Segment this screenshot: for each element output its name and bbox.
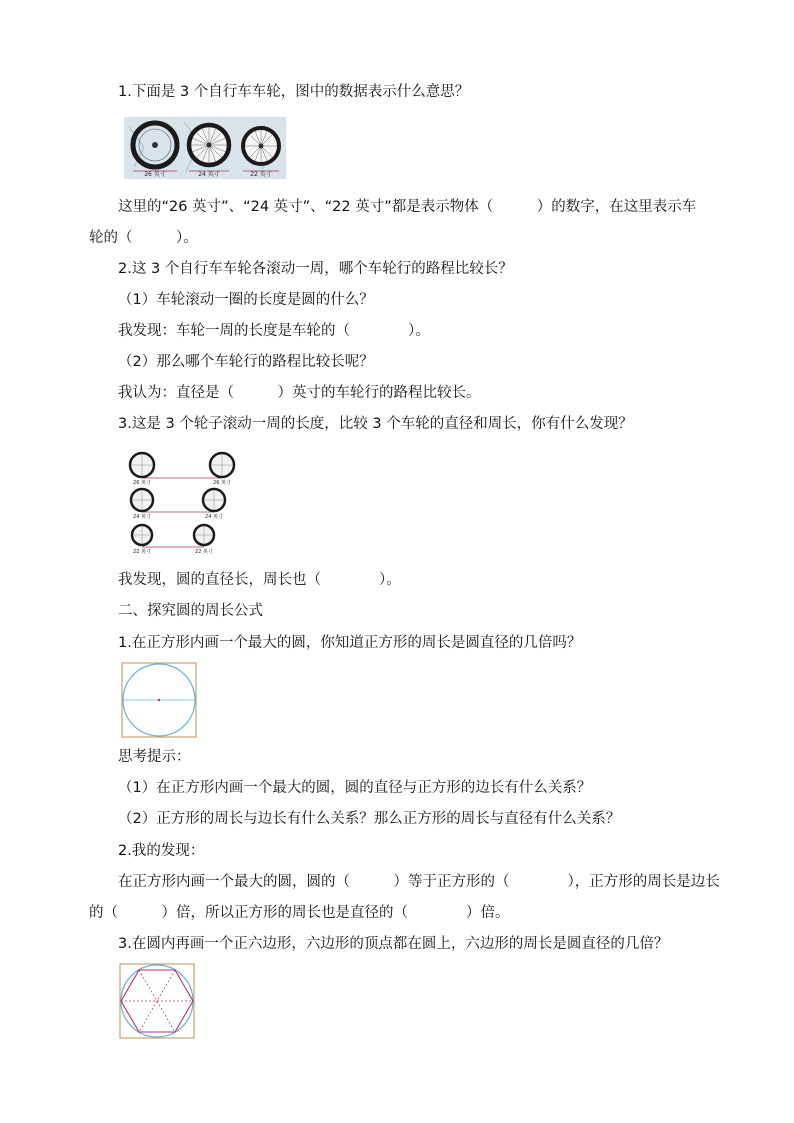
section2-p1: 1.在正方形内画一个最大的圆，你知道正方形的周长是圆直径的几倍吗？ bbox=[118, 635, 582, 651]
wheel-24-icon bbox=[189, 125, 229, 165]
roll-label-22-end: 22 英寸 bbox=[195, 549, 213, 555]
roll-label-22-start: 22 英寸 bbox=[133, 549, 151, 555]
roll-label-26-end: 26 英寸 bbox=[213, 480, 231, 486]
wheel-label-26: 26 英寸 bbox=[144, 171, 166, 178]
center-point bbox=[158, 699, 160, 701]
hint1: （1）在正方形内画一个最大的圆，圆的直径与正方形的边长有什么关系？ bbox=[118, 780, 592, 796]
q1-answer-line1: 这里的“26 英寸”、“24 英寸”、“22 英寸”都是表示物体（ ）的数字，在这里表示车 bbox=[118, 199, 697, 215]
wheel-label-24: 24 英寸 bbox=[198, 171, 220, 178]
bicycle-wheels-figure bbox=[124, 117, 286, 179]
q2-sub1: （1）车轮滚动一圈的长度是圆的什么？ bbox=[118, 292, 374, 308]
hint2: （2）正方形的周长与边长有什么关系？那么正方形的周长与直径有什么关系？ bbox=[118, 811, 621, 827]
wheel-22-icon bbox=[243, 128, 279, 164]
find-line2: 的（ ）倍，所以正方形的周长也是直径的（ ）倍。 bbox=[89, 905, 510, 921]
section2-heading: 二、探究圆的周长公式 bbox=[118, 603, 263, 619]
wheel-label-22: 22 英寸 bbox=[250, 171, 272, 178]
roll-label-26-start: 26 英寸 bbox=[133, 480, 151, 486]
q1-title: 1.下面是 3 个自行车车轮，图中的数据表示什么意思？ bbox=[118, 84, 470, 100]
q2-title: 2.这 3 个自行车车轮各滚动一周，哪个车轮行的路程比较长？ bbox=[118, 261, 513, 277]
section2-p3: 3.在圆内再画一个正六边形，六边形的顶点都在圆上，六边形的周长是圆直径的几倍？ bbox=[118, 936, 669, 952]
rolling-wheels-figure bbox=[124, 448, 244, 556]
roll-label-24-end: 24 英寸 bbox=[205, 514, 223, 520]
section2-p2: 2.我的发现： bbox=[118, 843, 205, 859]
q2-think: 我认为：直径是（ ）英寸的车轮行的路程比较长。 bbox=[118, 385, 481, 401]
q1-answer-line2: 轮的（ ）。 bbox=[89, 230, 198, 246]
roll-label-24-start: 24 英寸 bbox=[133, 514, 151, 520]
q2-find1: 我发现：车轮一周的长度是车轮的（ ）。 bbox=[118, 323, 430, 339]
square-circle-figure bbox=[121, 662, 197, 738]
q3-find: 我发现，圆的直径长，周长也（ ）。 bbox=[118, 572, 401, 588]
find-line1: 在正方形内画一个最大的圆，圆的（ ）等于正方形的（ ），正方形的周长是边长 bbox=[118, 874, 720, 890]
hint-title: 思考提示： bbox=[118, 749, 191, 765]
q2-sub2: （2）那么哪个车轮行的路程比较长呢？ bbox=[118, 354, 374, 370]
hexagon-circle-figure bbox=[119, 963, 195, 1039]
q3-title: 3.这是 3 个轮子滚动一周的长度，比较 3 个车轮的直径和周长，你有什么发现？ bbox=[118, 416, 633, 432]
